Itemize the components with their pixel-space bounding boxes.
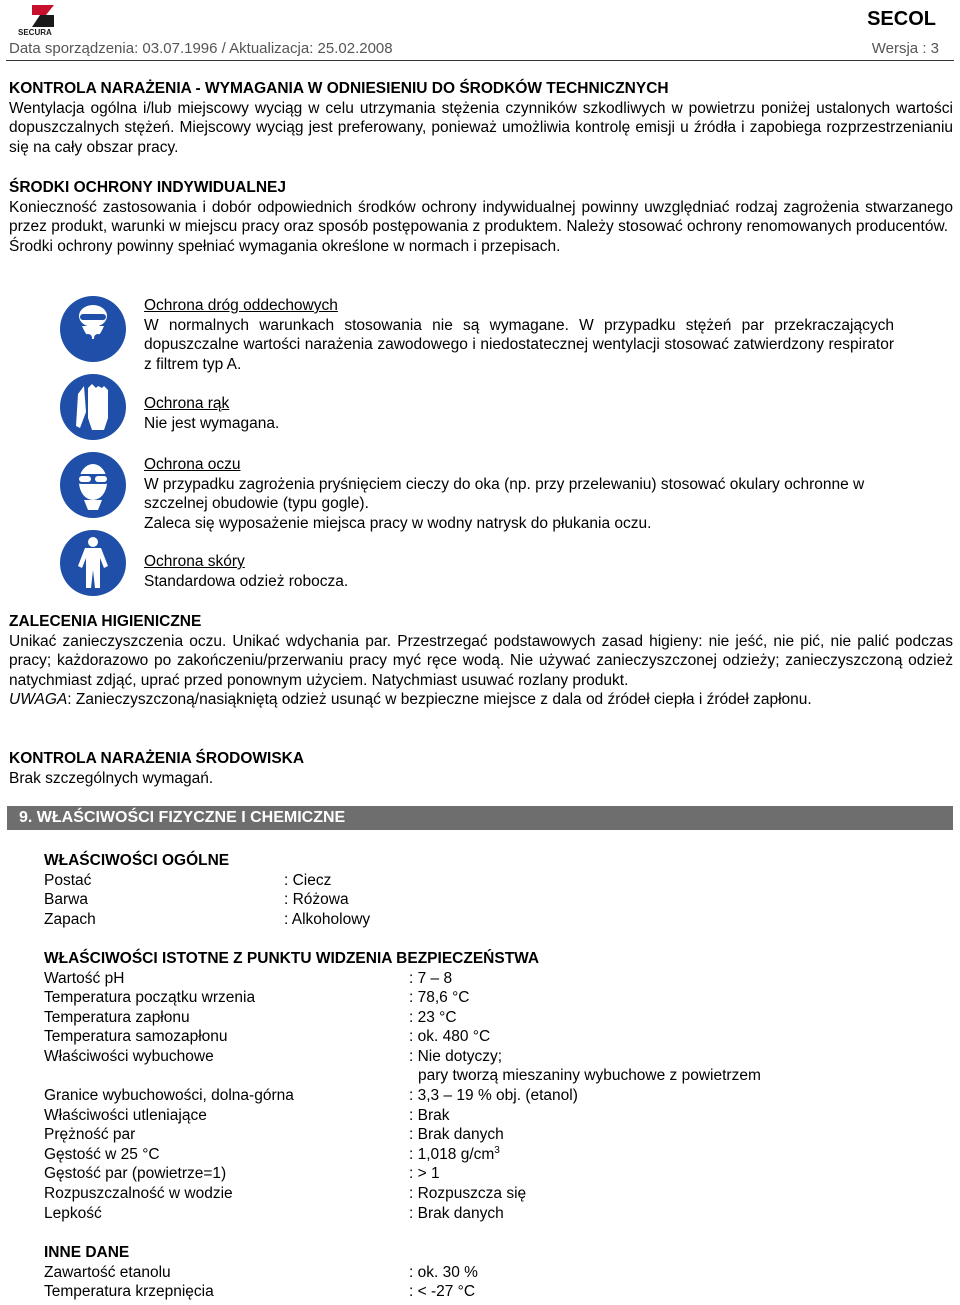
property-value: : Alkoholowy — [284, 910, 371, 928]
property-name: Gęstość w 25 °C — [44, 1145, 160, 1163]
property-name: Zapach — [44, 910, 96, 928]
hygiene-section — [9, 612, 953, 710]
property-value: : 7 – 8 — [409, 969, 453, 987]
property-name: Wartość pH — [44, 969, 125, 987]
property-value: : Różowa — [284, 891, 349, 909]
section-title: ŚRODKI OCHRONY INDYWIDUALNEJ — [9, 179, 287, 196]
property-value: pary tworzą mieszaniny wybuchowe z powietrzem — [418, 1067, 761, 1085]
other-data — [44, 1243, 944, 1302]
paragraph: Wentylacja ogólna i/lub miejscowy wyciąg w celu utrzymania stężenia czynników szkodliwych w powietrzu poniżej ustalonych wartości dopuszczalnych stężeń. Miejscowy wyciąg jest preferowany, ponieważ umożliwia kontrolę emisji u źródła i zapobiega rozprzestrzenianiu się na cały obszar pracy. — [9, 99, 954, 156]
property-row — [44, 1047, 944, 1067]
property-name: Zawartość etanolu — [44, 1263, 171, 1281]
ppe-item-hands — [144, 394, 894, 433]
paragraph: Unikać zanieczyszczenia oczu. Unikać wdychania par. Przestrzegać podstawowych zasad higieny: nie jeść, nie pić, nie palić podczas pracy; każdorazowo po zakończeniu/przerwaniu pracy myć ręce wodą. Nie używać zanieczyszczonej odzieży; zanieczyszczoną odzież natychmiast zdjąć, uprać przed ponownym użyciem. Natychmiast usuwać rozlany produkt. — [9, 632, 953, 689]
property-row — [44, 1164, 944, 1184]
safety-properties-continued — [44, 1086, 944, 1223]
property-value: : Brak — [409, 1106, 450, 1124]
property-name: Temperatura zapłonu — [44, 1008, 190, 1026]
subsection-title: INNE DANE — [44, 1244, 130, 1261]
ppe-item-skin — [144, 552, 894, 591]
technical-controls-section — [9, 79, 953, 157]
environment-section — [9, 749, 953, 788]
ppe-section — [9, 178, 953, 256]
property-row — [44, 1263, 944, 1283]
property-row — [44, 1125, 944, 1145]
section-title: KONTROLA NARAŻENIA ŚRODOWISKA — [9, 750, 305, 767]
property-row — [44, 1027, 944, 1047]
paragraph: Konieczność zastosowania i dobór odpowiednich środków ochrony indywidualnej powinny uwzględniać rodzaj zagrożenia stwarzanego przez produkt, warunki w miejscu pracy oraz sposób postępowania z produktem. Należy stosować ochrony renomowanych producentów. — [9, 198, 953, 235]
brand-name: SECOL — [867, 8, 936, 30]
ppe-item-title: Ochrona dróg oddechowych — [144, 297, 338, 314]
property-name: Temperatura krzepnięcia — [44, 1283, 214, 1301]
property-name: Postać — [44, 871, 92, 889]
property-value: : Brak danych — [409, 1126, 504, 1144]
property-row — [44, 1145, 944, 1165]
property-name: Temperatura samozapłonu — [44, 1028, 228, 1046]
general-properties — [44, 851, 944, 929]
respirator-icon — [58, 294, 128, 364]
property-row — [44, 1008, 944, 1028]
warning-paragraph: UWAGA: Zanieczyszczoną/nasiąkniętą odzież usunąć w bezpieczne miejsce z dala od źródeł ciepła i źródeł zapłonu. — [9, 691, 812, 708]
section-title: ZALECENIA HIGIENICZNE — [9, 613, 202, 630]
property-row — [44, 969, 944, 989]
warning-label: UWAGA — [9, 691, 68, 708]
ppe-item-title: Ochrona oczu — [144, 456, 241, 473]
ppe-item-eyes — [144, 455, 894, 533]
ppe-item-text: W normalnych warunkach stosowania nie są wymagane. W przypadku stężeń par przekraczających dopuszczalne wartości narażenia zawodowego i niedostatecznej wentylacji stosować zatwierdzony respirator z filtrem typ A. — [144, 316, 894, 373]
property-name: Barwa — [44, 891, 88, 909]
property-row — [44, 890, 944, 910]
property-name: Granice wybuchowości, dolna-górna — [44, 1087, 294, 1104]
property-name: Właściwości wybuchowe — [44, 1047, 214, 1065]
property-name: Rozpuszczalność w wodzie — [44, 1184, 233, 1202]
property-value: : 1,018 $g/cm^3$ — [409, 1144, 500, 1163]
property-row — [44, 1066, 944, 1086]
ppe-item-text: W przypadku zagrożenia pryśnięciem cieczy do oka (np. przy przelewaniu) stosować okulary ochronne w szczelnej obudowie (typu gogle). — [144, 475, 865, 512]
property-value: : Nie dotyczy; — [409, 1047, 503, 1065]
ppe-item-text: Standardowa odzież robocza. — [144, 572, 349, 590]
property-value: : 23 °C — [409, 1008, 457, 1026]
property-row — [44, 871, 944, 891]
property-row — [44, 1204, 944, 1224]
subsection-title: WŁAŚCIWOŚCI OGÓLNE — [44, 852, 230, 869]
property-row — [44, 1106, 944, 1126]
safety-properties — [44, 949, 944, 1086]
document-version: Wersja : 3 — [871, 40, 939, 57]
logo-text: SECURA — [18, 28, 52, 37]
property-value: : Ciecz — [284, 871, 332, 889]
ppe-item-text: Nie jest wymagana. — [144, 414, 280, 432]
property-row — [44, 910, 944, 930]
property-name: Lepkość — [44, 1204, 102, 1222]
section-9-title: 9. WŁAŚCIWOŚCI FIZYCZNE I CHEMICZNE — [19, 809, 346, 826]
property-value: : > 1 — [409, 1165, 440, 1183]
property-row — [44, 1282, 944, 1302]
property-name: Właściwości utleniające — [44, 1106, 207, 1124]
ppe-item-title: Ochrona rąk — [144, 395, 230, 412]
property-value: : < -27 °C — [409, 1283, 476, 1301]
property-value: : ok. 480 °C — [409, 1028, 491, 1046]
property-value: : 3,3 – 19 % obj. (etanol) — [409, 1087, 578, 1104]
property-value: : 78,6 °C — [409, 989, 470, 1007]
ppe-item-text: Zaleca się wyposażenie miejsca pracy w wodny natrysk do płukania oczu. — [144, 514, 652, 532]
property-row — [44, 988, 944, 1008]
property-value: : Rozpuszcza się — [409, 1184, 527, 1202]
gloves-icon — [58, 372, 128, 442]
section-9-banner — [7, 806, 953, 830]
property-value: : Brak danych — [409, 1204, 504, 1222]
property-row — [44, 1086, 944, 1106]
header-divider — [6, 60, 954, 61]
protective-clothing-icon — [58, 528, 128, 598]
company-logo — [18, 3, 78, 37]
paragraph: Środki ochrony powinny spełniać wymagania określone w normach i przepisach. — [9, 237, 561, 255]
unit-superscript: 3 — [494, 1144, 500, 1156]
property-name: Gęstość par (powietrze=1) — [44, 1165, 227, 1183]
property-value: : ok. 30 % — [409, 1263, 478, 1281]
property-row — [44, 1184, 944, 1204]
document-dates: Data sporządzenia: 03.07.1996 / Aktualizacja: 25.02.2008 — [9, 40, 393, 57]
paragraph: Brak szczególnych wymagań. — [9, 769, 214, 787]
goggles-icon — [58, 450, 128, 520]
property-name: Temperatura początku wrzenia — [44, 989, 256, 1007]
property-name: Prężność par — [44, 1126, 136, 1144]
section-title: KONTROLA NARAŻENIA - WYMAGANIA W ODNIESIENIU DO ŚRODKÓW TECHNICZNYCH — [9, 80, 669, 97]
ppe-item-title: Ochrona skóry — [144, 553, 245, 570]
ppe-item-respiratory — [144, 296, 894, 374]
subsection-title: WŁAŚCIWOŚCI ISTOTNE Z PUNKTU WIDZENIA BEZPIECZEŃSTWA — [44, 950, 540, 967]
